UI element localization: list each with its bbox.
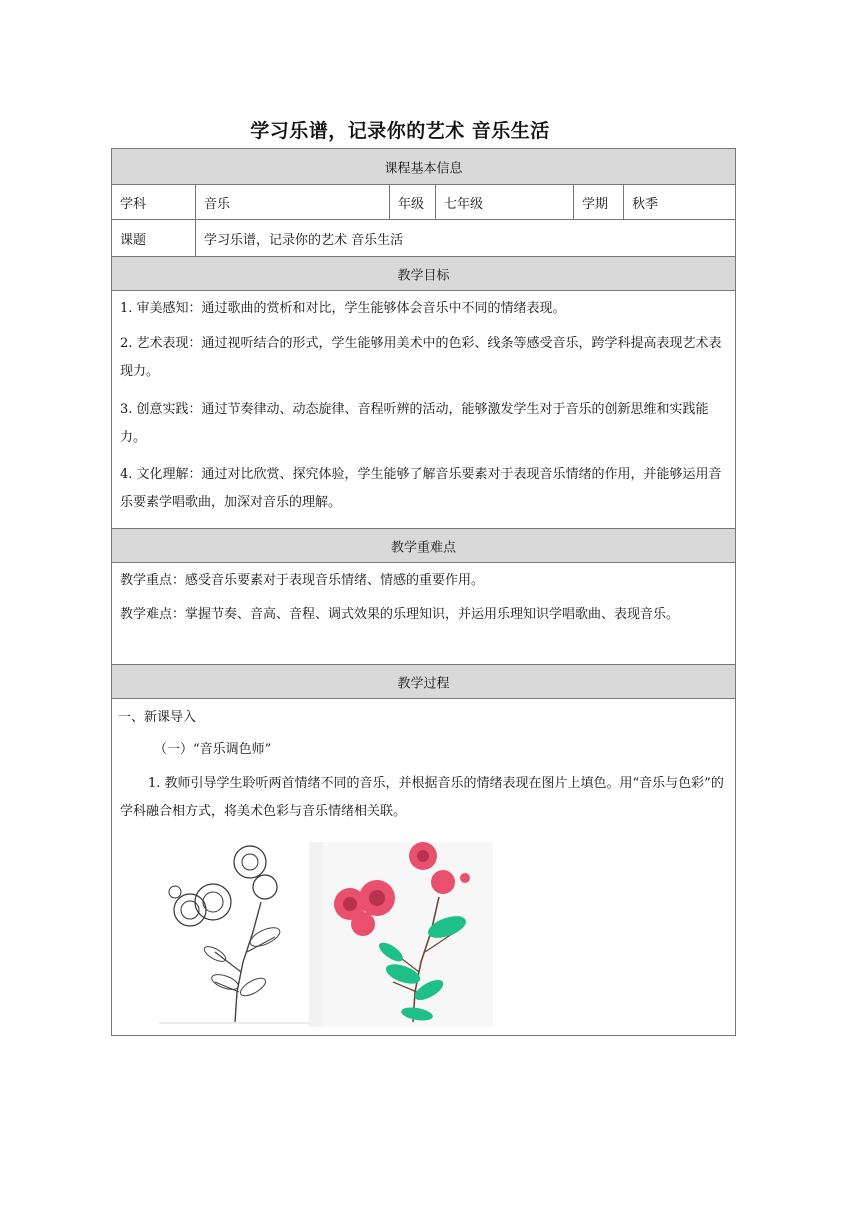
subject-row xyxy=(112,185,735,220)
basic-info-header xyxy=(112,149,735,185)
colored-flower-image xyxy=(323,842,493,1027)
process-header-text: 教学过程 xyxy=(397,676,450,691)
objective-3: 3. 创意实践：通过节奏律动、动态旋律、音程听辨的活动，能够激发学生对于音乐的创新思维和实践能力。 xyxy=(120,402,709,445)
basic-info-header-text: 课程基本信息 xyxy=(384,161,463,176)
topic-label: 课题 xyxy=(112,220,196,256)
objective-1: 1. 审美感知：通过歌曲的赏析和对比，学生能够体会音乐中不同的情绪表现。 xyxy=(120,301,566,316)
step-1-text: 1. 教师引导学生聆听两首情绪不同的音乐，并根据音乐的情绪表现在图片上填色。用“音乐与色彩”的学科融合相方式，将美术色彩与音乐情绪相关联。 xyxy=(120,776,724,819)
objective-4: 4. 文化理解：通过对比欣赏、探究体验，学生能够了解音乐要素对于表现音乐情绪的作用，并能够运用音乐要素学唱歌曲，加深对音乐的理解。 xyxy=(120,467,722,510)
document-title: 学习乐谱，记录你的艺术 音乐生活 xyxy=(250,120,550,142)
grade-value: 七年级 xyxy=(436,185,574,219)
objectives-body xyxy=(112,291,735,529)
topic-row xyxy=(112,220,735,257)
objectives-header-text: 教学目标 xyxy=(397,268,450,283)
key-points-header xyxy=(112,529,735,563)
objectives-header xyxy=(112,257,735,291)
subject-label: 学科 xyxy=(112,185,196,219)
key-points-header-text: 教学重难点 xyxy=(390,540,456,555)
objective-2: 2. 艺术表现：通过视听结合的形式，学生能够用美术中的色彩、线条等感受音乐，跨学科提高表现艺术表现力。 xyxy=(120,336,722,379)
subsection-music-colorist: （一）“音乐调色师” xyxy=(154,742,272,757)
key-points-body xyxy=(112,563,735,665)
lesson-plan-table xyxy=(111,148,736,1036)
term-label: 学期 xyxy=(574,185,624,219)
teaching-difficulty: 教学难点：掌握节奏、音高、音程、调式效果的乐理知识，并运用乐理知识学唱歌曲、表现音乐。 xyxy=(120,607,680,622)
term-value: 秋季 xyxy=(632,196,659,212)
topic-value: 学习乐谱，记录你的艺术 音乐生活 xyxy=(204,232,404,248)
process-header xyxy=(112,665,735,699)
teaching-focus: 教学重点：感受音乐要素对于表现音乐情绪、情感的重要作用。 xyxy=(120,573,485,588)
subject-value: 音乐 xyxy=(196,185,390,219)
grade-label: 年级 xyxy=(390,185,436,219)
flower-coloring-images xyxy=(155,842,493,1027)
section-intro: 一、新课导入 xyxy=(118,710,197,725)
